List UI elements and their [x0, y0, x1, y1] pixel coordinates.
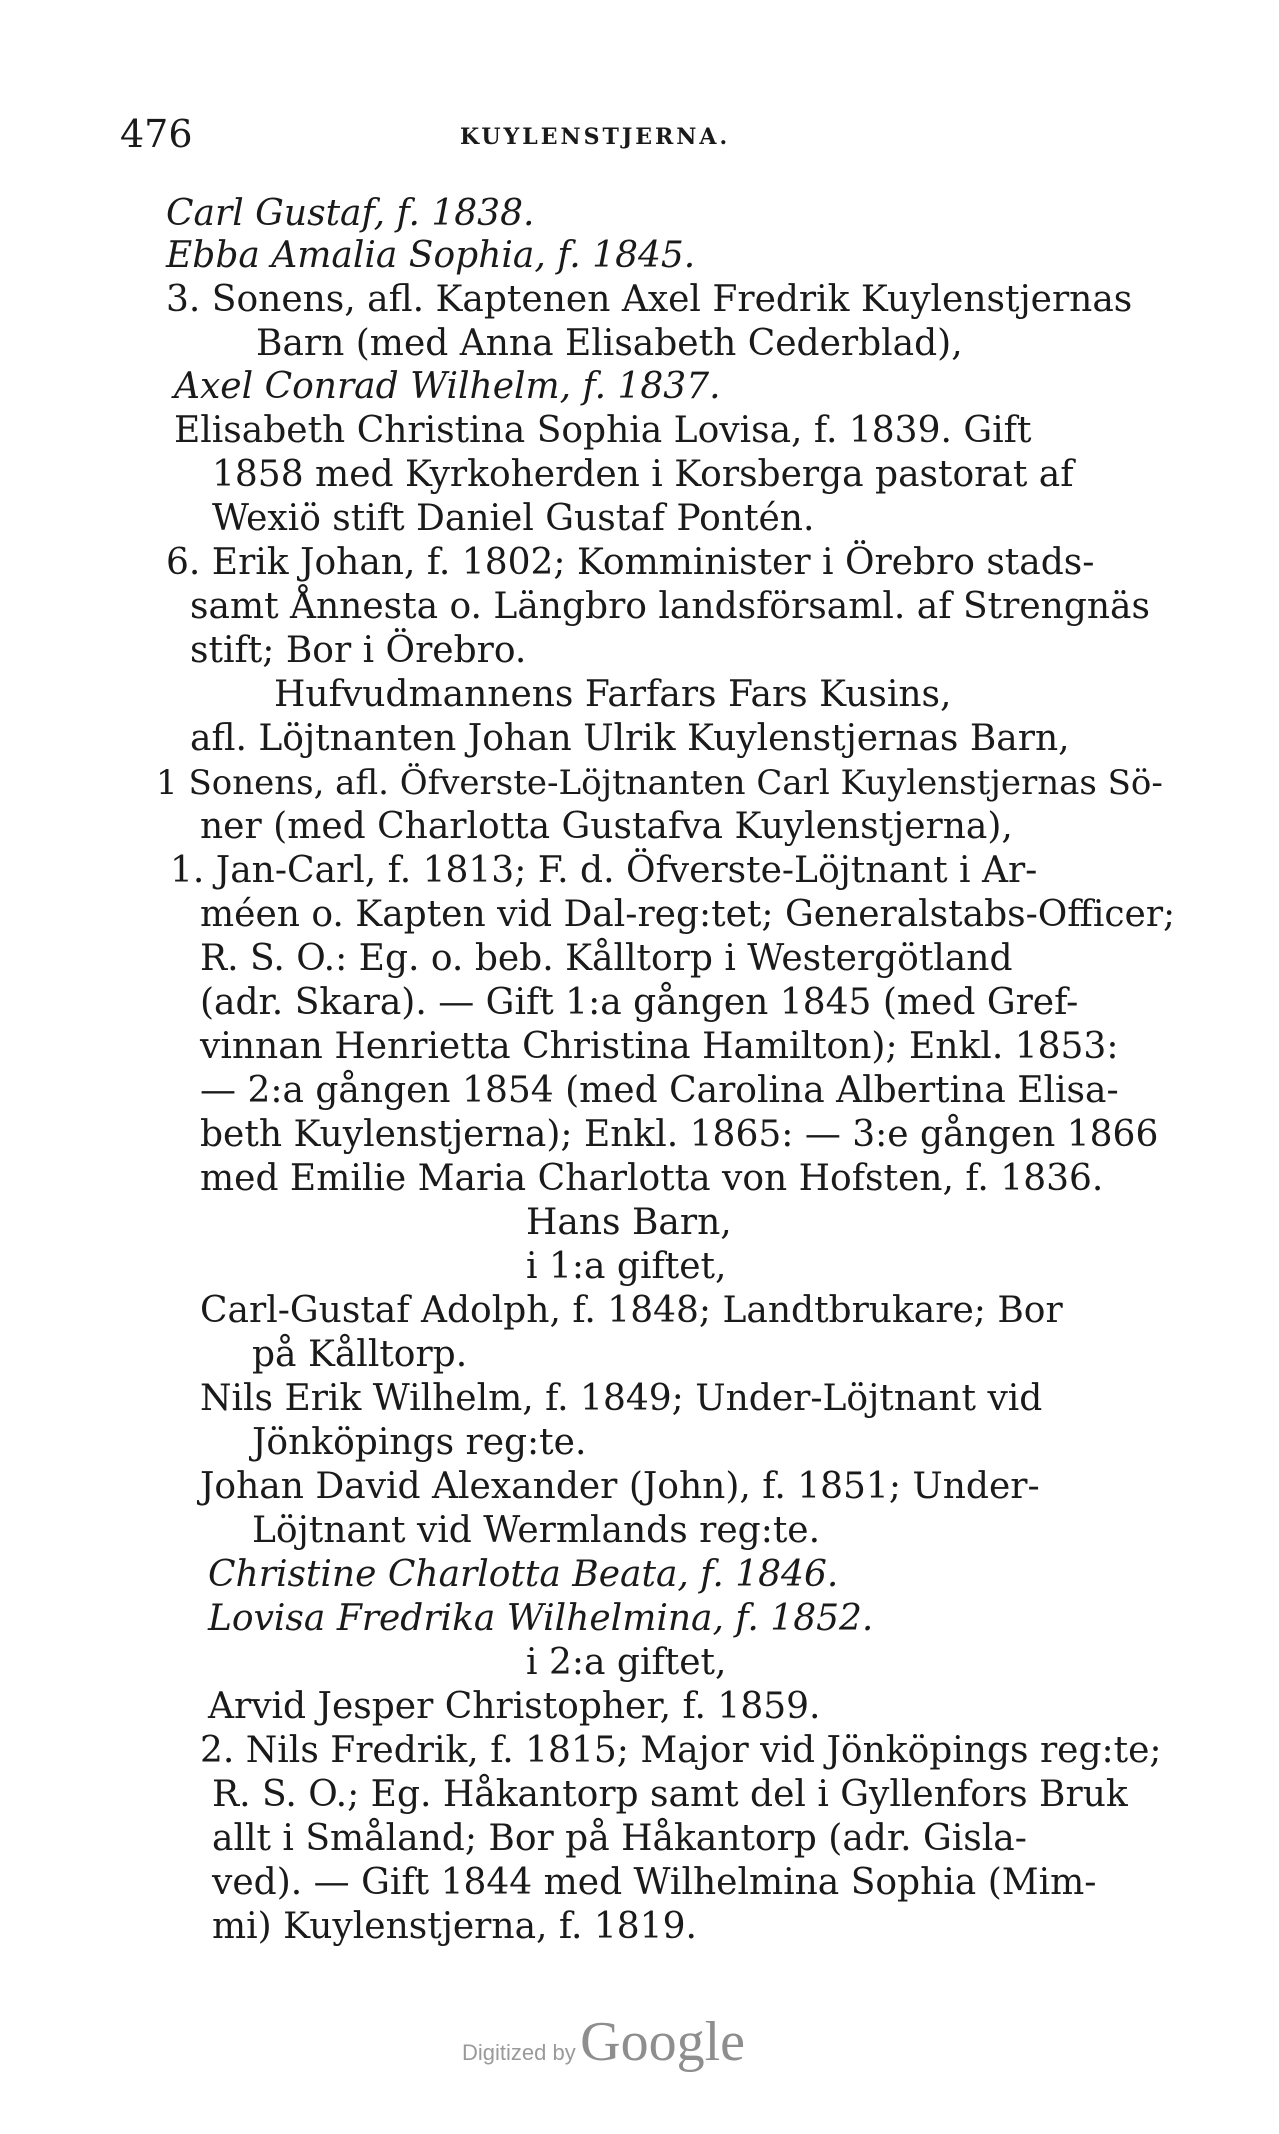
text-line: 6. Erik Johan, f. 1802; Komminister i Örebro stads-	[166, 542, 1095, 583]
google-logo: Google	[580, 2011, 746, 2073]
text-line: 3. Sonens, afl. Kaptenen Axel Fredrik Kuylenstjernas	[166, 279, 1133, 320]
text-line: méen o. Kapten vid Dal-reg:tet; Generalstabs-Officer;	[200, 894, 1176, 935]
text-line: ved). — Gift 1844 med Wilhelmina Sophia (Mim-	[212, 1862, 1097, 1903]
text-line: i 1:a giftet,	[526, 1246, 727, 1287]
text-line: Wexiö stift Daniel Gustaf Pontén.	[212, 498, 815, 539]
text-line: mi) Kuylenstjerna, f. 1819.	[212, 1906, 697, 1947]
text-line: 1858 med Kyrkoherden i Korsberga pastorat af	[212, 454, 1074, 495]
text-line: 1. Jan-Carl, f. 1813; F. d. Öfverste-Löjtnant i Ar-	[170, 850, 1038, 891]
text-line: Nils Erik Wilhelm, f. 1849; Under-Löjtnant vid	[200, 1378, 1043, 1419]
text-line: afl. Löjtnanten Johan Ulrik Kuylenstjernas Barn,	[190, 718, 1070, 759]
text-line: R. S. O.; Eg. Håkantorp samt del i Gyllenfors Bruk	[212, 1774, 1128, 1815]
text-line: Johan David Alexander (John), f. 1851; Under-	[200, 1466, 1040, 1507]
digitized-by-label: Digitized by	[462, 2040, 576, 2065]
text-line: (adr. Skara). — Gift 1:a gången 1845 (med Gref-	[200, 982, 1079, 1023]
text-line: Jönköpings reg:te.	[252, 1422, 587, 1463]
text-line: samt Ånnesta o. Längbro landsförsaml. af Strengnäs	[190, 586, 1150, 627]
text-line: 1 Sonens, afl. Öfverste-Löjtnanten Carl Kuylenstjernas Sö-	[156, 763, 1163, 803]
text-line: med Emilie Maria Charlotta von Hofsten, f. 1836.	[200, 1158, 1104, 1199]
text-line: Hans Barn,	[526, 1202, 732, 1243]
running-title: KUYLENSTJERNA.	[460, 124, 731, 150]
text-line: stift; Bor i Örebro.	[190, 630, 527, 671]
text-line: Elisabeth Christina Sophia Lovisa, f. 1839. Gift	[174, 410, 1032, 451]
text-line: Hufvudmannens Farfars Fars Kusins,	[274, 674, 952, 715]
text-line: — 2:a gången 1854 (med Carolina Albertina Elisa-	[200, 1070, 1119, 1111]
text-line: Christine Charlotta Beata, f. 1846.	[208, 1554, 839, 1595]
text-line: Barn (med Anna Elisabeth Cederblad),	[256, 323, 963, 364]
text-line: allt i Småland; Bor på Håkantorp (adr. Gisla-	[212, 1818, 1027, 1859]
text-line: R. S. O.: Eg. o. beb. Kålltorp i Westergötland	[200, 938, 1013, 979]
text-line: Carl Gustaf, f. 1838.	[166, 193, 535, 234]
text-line: Löjtnant vid Wermlands reg:te.	[252, 1510, 821, 1551]
page-number: 476	[120, 112, 193, 156]
text-line: Lovisa Fredrika Wilhelmina, f. 1852.	[208, 1598, 874, 1639]
text-line: vinnan Henrietta Christina Hamilton); Enkl. 1853:	[200, 1026, 1119, 1067]
text-line: i 2:a giftet,	[526, 1642, 727, 1683]
text-line: 2. Nils Fredrik, f. 1815; Major vid Jönköpings reg:te;	[200, 1730, 1162, 1771]
text-line: Axel Conrad Wilhelm, f. 1837.	[174, 366, 721, 407]
text-line: beth Kuylenstjerna); Enkl. 1865: — 3:e gången 1866	[200, 1114, 1159, 1155]
digitized-by-watermark	[462, 2010, 745, 2074]
text-line: ner (med Charlotta Gustafva Kuylenstjerna),	[200, 806, 1013, 847]
text-line: Ebba Amalia Sophia, f. 1845.	[166, 235, 696, 276]
text-line: Carl-Gustaf Adolph, f. 1848; Landtbrukare; Bor	[200, 1290, 1063, 1331]
text-line: på Kålltorp.	[252, 1334, 468, 1375]
text-line: Arvid Jesper Christopher, f. 1859.	[208, 1686, 821, 1727]
